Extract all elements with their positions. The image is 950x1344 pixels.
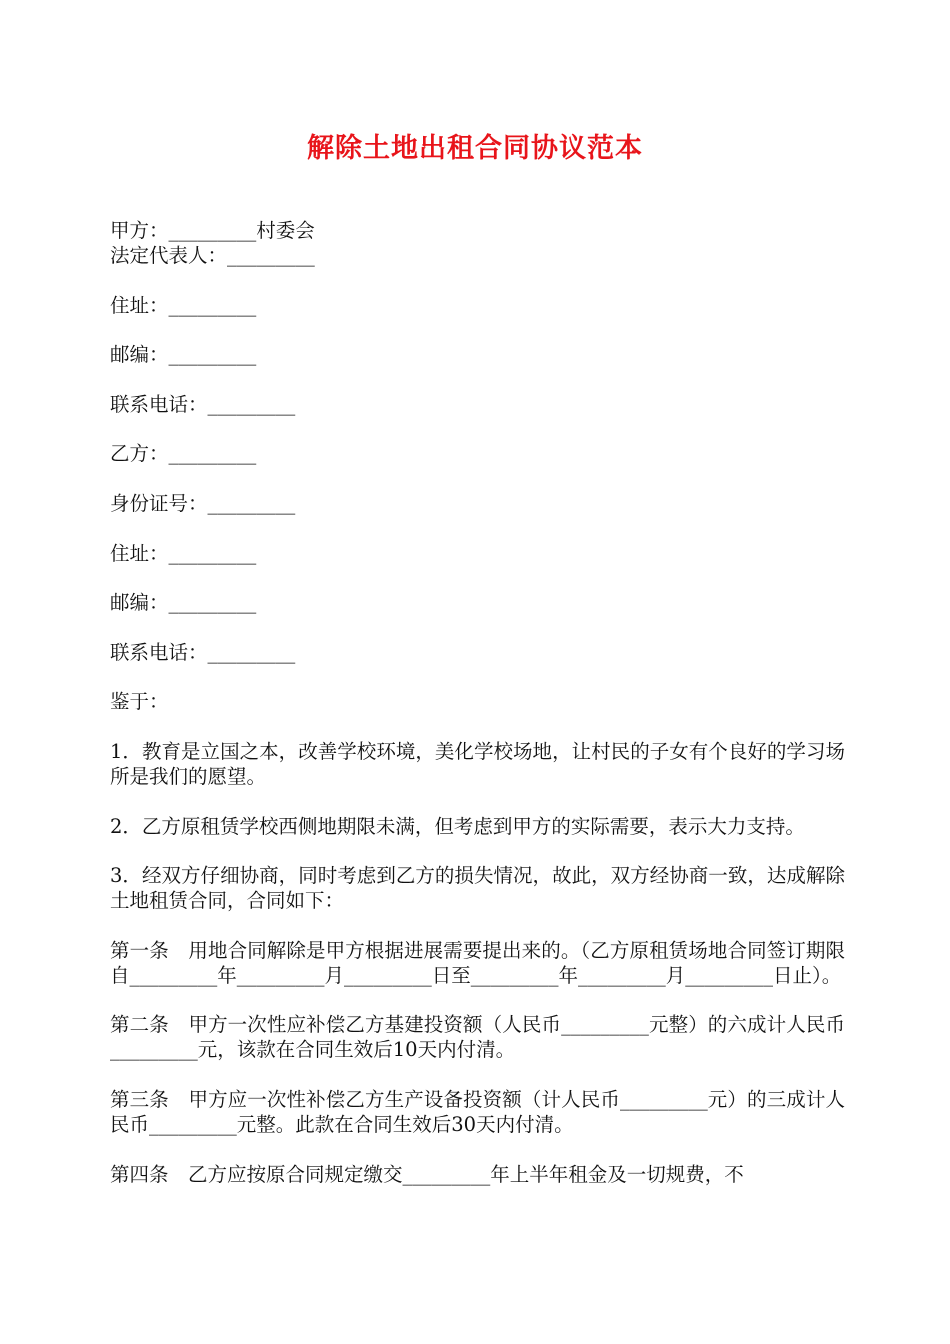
party-b-postcode-line: 邮编：_________: [110, 591, 257, 615]
party-b-id-line: 身份证号：_________: [110, 491, 296, 515]
document-title: 解除土地出租合同协议范本: [307, 133, 643, 164]
whereas-heading: 鉴于：: [110, 690, 169, 714]
party-a-representative-line: 法定代表人：_________: [110, 244, 315, 267]
article-3: 第三条 甲方应一次性补偿乙方生产设备投资额（计人民币_________元）的三成计人民币_________元整。此款在合同生效后30天内付清。: [110, 1087, 845, 1136]
whereas-item-2: 2．乙方原租赁学校西侧地期限未满，但考虑到甲方的实际需要，表示大力支持。: [110, 814, 805, 838]
party-b-phone-line: 联系电话：_________: [110, 640, 296, 664]
article-2: 第二条 甲方一次性应补偿乙方基建投资额（人民币_________元整）的六成计人民币_________元，该款在合同生效后10天内付清。: [110, 1013, 845, 1062]
article-4: 第四条 乙方应按原合同规定缴交_________年上半年租金及一切规费，不: [110, 1162, 744, 1186]
party-b-line: 乙方：_________: [110, 442, 257, 466]
party-b-address-line: 住址：_________: [110, 541, 257, 565]
party-a-phone-line: 联系电话：_________: [110, 392, 296, 416]
article-1: 第一条 用地合同解除是甲方根据进展需要提出来的。（乙方原租赁场地合同签订期限自_________年_________月_________日至_________年_________月_________日止）。: [110, 938, 845, 987]
party-a-address-line: 住址：_________: [110, 293, 257, 317]
whereas-item-3: 3．经双方仔细协商，同时考虑到乙方的损失情况，故此，双方经协商一致，达成解除土地租赁合同，合同如下：: [110, 864, 845, 913]
party-a-postcode-line: 邮编：_________: [110, 343, 257, 367]
party-a-line: 甲方：_________村委会: [110, 219, 315, 242]
whereas-item-1: 1．教育是立国之本，改善学校环境，美化学校场地，让村民的子女有个良好的学习场所是我们的愿望。: [110, 739, 845, 788]
document-body: [110, 218, 845, 1211]
